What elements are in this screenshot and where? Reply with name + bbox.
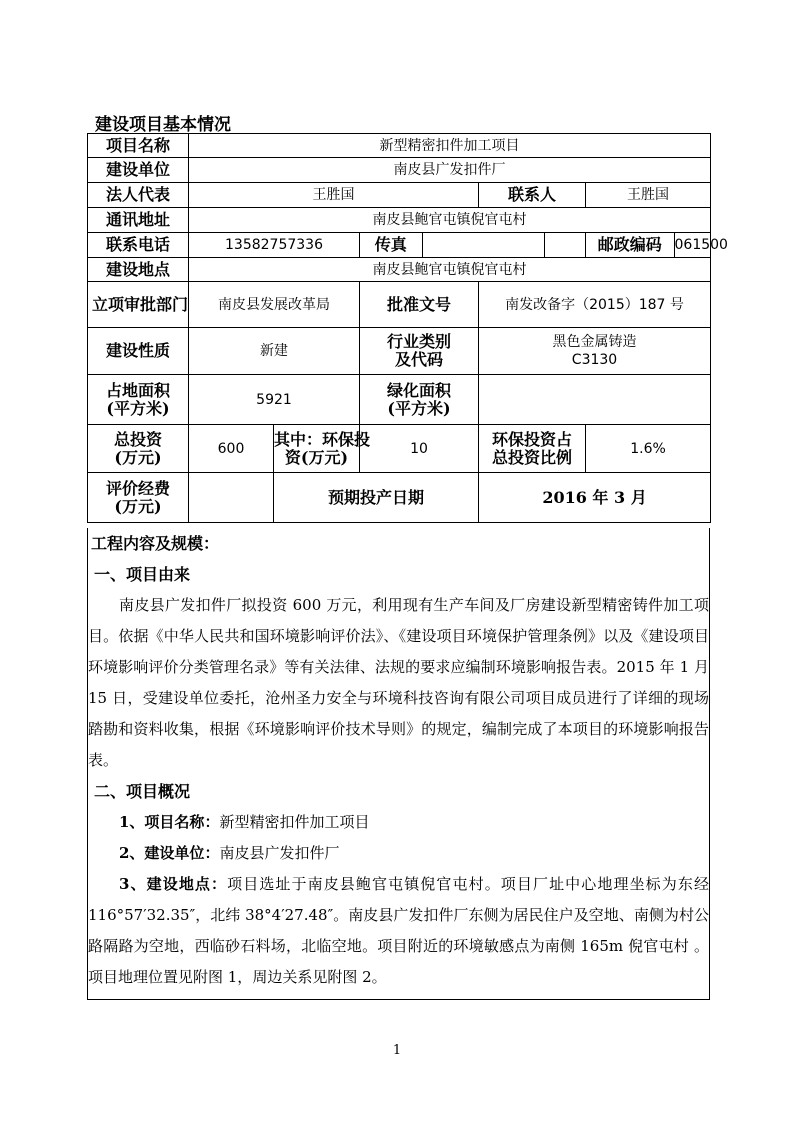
env-ratio-value: 1.6% <box>586 425 711 473</box>
invest-value: 600 <box>189 425 274 473</box>
area-label-line1: 占地面积 <box>105 380 170 400</box>
page-title: 建设项目基本情况 <box>95 115 231 135</box>
builder-label: 建设单位 <box>88 158 189 183</box>
invest-label-line2: (万元) <box>114 447 162 467</box>
item-2-label: 2、建设单位： <box>119 844 220 862</box>
contact-label: 联系人 <box>479 183 586 208</box>
nature-label: 建设性质 <box>88 328 189 375</box>
postcode-subtable <box>586 233 728 257</box>
row-address <box>88 208 711 233</box>
postcode-label: 邮政编码 <box>586 233 674 257</box>
item-builder <box>88 838 709 869</box>
item-1-label: 1、项目名称： <box>119 813 220 831</box>
invest-label <box>88 425 189 473</box>
item-3-label: 3、建设地点： <box>119 875 228 893</box>
fax-label: 传真 <box>360 233 422 257</box>
production-date-value: 2016 年 3 月 <box>479 473 711 523</box>
fax-postcode-cell <box>360 233 586 258</box>
green-label <box>360 375 479 425</box>
industry-value <box>479 328 711 375</box>
fax-value <box>422 233 544 257</box>
green-label-line1: 绿化面积 <box>386 380 451 400</box>
env-ratio-label-line1: 环保投资占 <box>491 429 572 449</box>
item-site <box>88 869 709 993</box>
production-date-label: 预期投产日期 <box>274 473 479 523</box>
phone-value: 13582757336 <box>189 233 360 258</box>
postcode-value: 061500 <box>674 237 728 253</box>
phone-label: 联系电话 <box>88 233 189 258</box>
section-2-title: 二、项目概况 <box>94 782 191 801</box>
env-invest-label-line2: 资(万元) <box>284 447 349 467</box>
green-label-line2: (平方米) <box>387 398 451 418</box>
address-value: 南皮县鲍官屯镇倪官屯村 <box>189 208 711 233</box>
industry-label <box>360 328 479 375</box>
site-label: 建设地点 <box>88 258 189 282</box>
fax-postcode-subtable <box>360 233 586 257</box>
item-project-name <box>88 807 709 838</box>
item-2-value: 南皮县广发扣件厂 <box>219 844 340 862</box>
row-area <box>88 375 711 425</box>
env-invest-label <box>274 425 371 473</box>
eval-fee-label-line2: (万元) <box>114 496 162 516</box>
env-invest-value: 10 <box>360 425 479 473</box>
legal-rep-label: 法人代表 <box>88 183 189 208</box>
row-nature <box>88 328 711 375</box>
env-ratio-label-line2: 总投资比例 <box>491 447 572 467</box>
area-value: 5921 <box>189 375 360 425</box>
section-1-paragraph: 南皮县广发扣件厂拟投资 600 万元，利用现有生产车间及厂房建设新型精密铸件加工项目。依据《中华人民共和国环境影响评价法》、《建设项目环境保护管理条例》以及《建设项目环境影响评价分类管理名录》等有关法律、法规的要求应编制环境影响报告表。2015 年 1 月 15 日，受建设单位委托，沧州圣力安全与环境科技咨询有限公司项目成员进行了详细的现场踏勘和资料收集，根据《环境影响评价技术导则》的规定，编制完成了本项目的环境影响报告表。 <box>88 596 709 769</box>
row-eval-fee <box>88 473 711 523</box>
legal-rep-value: 王胜国 <box>189 183 479 208</box>
row-legal-rep <box>88 183 711 208</box>
contact-value: 王胜国 <box>586 183 711 208</box>
green-value <box>479 375 711 425</box>
eval-fee-label <box>88 473 189 523</box>
industry-label-line2: 及代码 <box>394 350 443 369</box>
area-label <box>88 375 189 425</box>
project-name-value: 新型精密扣件加工项目 <box>189 134 711 158</box>
row-invest <box>88 425 711 473</box>
approval-no-label: 批准文号 <box>360 282 479 328</box>
industry-value-line2: C3130 <box>571 352 618 368</box>
row-site <box>88 258 711 282</box>
section-1-title: 一、项目由来 <box>94 565 191 584</box>
area-label-line2: (平方米) <box>106 398 170 418</box>
industry-label-line1: 行业类别 <box>386 332 451 351</box>
item-1-value: 新型精密扣件加工项目 <box>219 813 370 831</box>
item-3-value: 项目选址于南皮县鲍官屯镇倪官屯村。项目厂址中心地理坐标为东经 116°57′32.35″，北纬 38°4′27.48″。南皮县广发扣件厂东侧为居民住户及空地、南侧为村公路隔路为空地，西临砂石料场，北临空地。项目附近的环境敏感点为南侧 165m 倪官屯村 。项目地理位置见附图 1，周边关系见附图 2。 <box>88 875 709 986</box>
approval-no-value: 南发改备字（2015）187 号 <box>479 282 711 328</box>
site-value: 南皮县鲍官屯镇倪官屯村 <box>189 258 711 282</box>
postcode-label-left <box>544 233 586 257</box>
env-ratio-label <box>479 425 586 473</box>
row-builder <box>88 158 711 183</box>
approval-dept-label: 立项审批部门 <box>88 282 189 328</box>
row-project-name <box>88 134 711 158</box>
address-label: 通讯地址 <box>88 208 189 233</box>
invest-label-line1: 总投资 <box>113 429 162 449</box>
row-approval <box>88 282 711 328</box>
eval-fee-label-line1: 评价经费 <box>105 478 170 498</box>
content-heading: 工程内容及规模： <box>91 534 220 553</box>
industry-value-line1: 黑色金属铸造 <box>552 334 637 350</box>
page-number: 1 <box>392 1043 402 1058</box>
eval-fee-value <box>189 473 274 523</box>
project-name-label: 项目名称 <box>88 134 189 158</box>
project-info-table <box>87 133 728 523</box>
project-content-section <box>87 528 710 1000</box>
approval-dept-value: 南皮县发展改革局 <box>189 282 360 328</box>
row-phone <box>88 233 711 258</box>
nature-value: 新建 <box>189 328 360 375</box>
builder-value: 南皮县广发扣件厂 <box>189 158 711 183</box>
postcode-cell <box>586 233 728 258</box>
env-invest-label-line1: 其中：环保投 <box>274 429 371 449</box>
